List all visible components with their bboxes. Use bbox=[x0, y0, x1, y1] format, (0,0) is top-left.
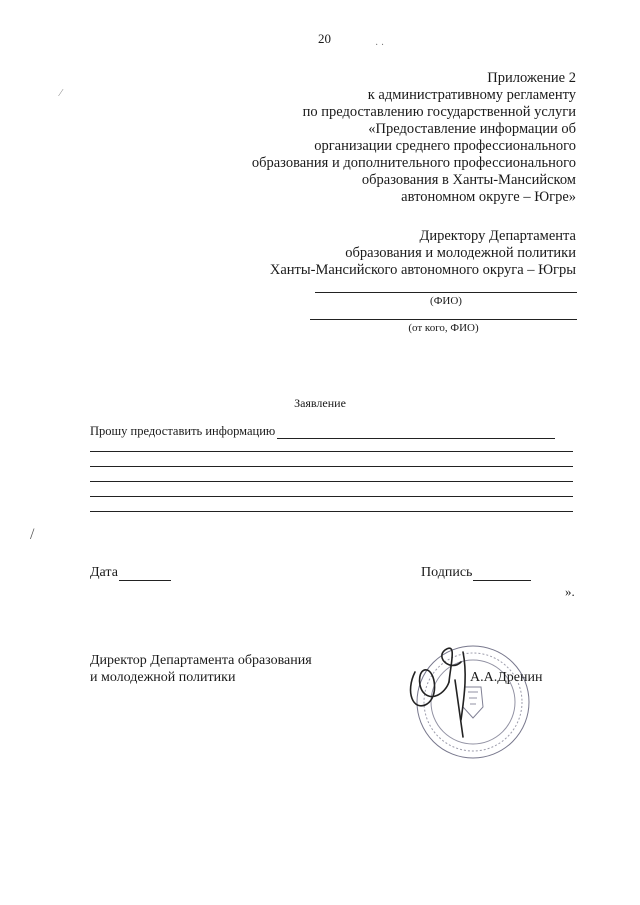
appendix-line: по предоставлению государственной услуги bbox=[302, 104, 576, 120]
statement-heading: Заявление bbox=[294, 396, 346, 410]
signer-name: А.А.Дренин bbox=[470, 670, 543, 685]
appendix-header bbox=[196, 70, 576, 206]
request-text: Прошу предоставить информацию bbox=[90, 424, 276, 438]
statement-blank-line[interactable] bbox=[90, 511, 573, 512]
director-line: и молодежной политики bbox=[90, 670, 236, 685]
signature-label: Подпись bbox=[421, 565, 473, 580]
request-blank[interactable] bbox=[277, 426, 555, 439]
appendix-line: к административному регламенту bbox=[367, 87, 576, 103]
date-blank[interactable] bbox=[119, 566, 171, 581]
addressee-line: Директору Департамента bbox=[419, 228, 576, 244]
request-line bbox=[90, 424, 555, 439]
appendix-line: автономном округе – Югре» bbox=[401, 189, 576, 205]
date-label: Дата bbox=[90, 565, 118, 580]
scan-speck: / bbox=[30, 526, 35, 543]
from-fill-line[interactable] bbox=[310, 319, 577, 320]
signature-field bbox=[421, 565, 531, 581]
statement-blank-line[interactable] bbox=[90, 496, 573, 497]
addressee-block bbox=[196, 228, 576, 279]
appendix-title: Приложение 2 bbox=[487, 70, 576, 86]
addressee-line: Ханты-Мансийского автономного округа – Югры bbox=[269, 262, 576, 278]
signature-blank[interactable] bbox=[473, 566, 531, 581]
scan-speck: ⁄ bbox=[60, 88, 62, 99]
date-field bbox=[90, 565, 171, 581]
appendix-line: «Предоставление информации об bbox=[368, 121, 576, 137]
statement-blank-line[interactable] bbox=[90, 466, 573, 467]
appendix-line: образования и дополнительного профессионального bbox=[251, 155, 576, 171]
statement-blank-line[interactable] bbox=[90, 481, 573, 482]
closing-quote: ». bbox=[565, 584, 575, 599]
director-title bbox=[90, 652, 350, 686]
fio-fill-line[interactable] bbox=[315, 292, 577, 293]
from-caption: (от кого, ФИО) bbox=[408, 322, 479, 334]
fio-caption: (ФИО) bbox=[430, 295, 462, 307]
official-stamp-icon bbox=[405, 632, 535, 767]
addressee-line: образования и молодежной политики bbox=[345, 245, 576, 261]
statement-blank-line[interactable] bbox=[90, 451, 573, 452]
appendix-line: образования в Ханты-Мансийском bbox=[361, 172, 576, 188]
director-line: Директор Департамента образования bbox=[90, 653, 312, 668]
scan-speck: · · bbox=[375, 40, 385, 51]
appendix-line: организации среднего профессионального bbox=[314, 138, 576, 154]
page-number: 20 bbox=[318, 31, 331, 46]
